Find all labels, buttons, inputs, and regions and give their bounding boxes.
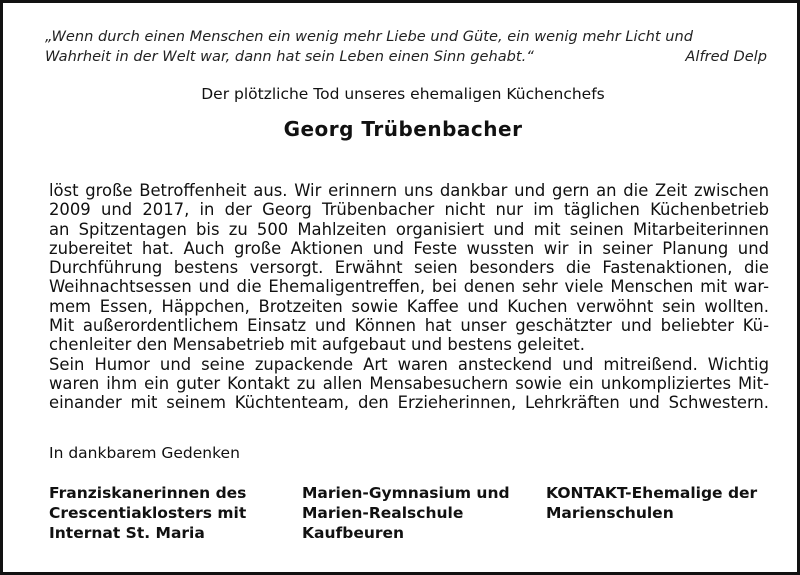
body-line: löst große Betroffenheit aus. Wir erinnern uns dankbar und gern an die Zeit zwischen: [49, 181, 769, 200]
quote-block: [45, 27, 767, 67]
body-line: an Spitzentagen bis zu 500 Mahlzeiten organisiert und mit seinen Mitarbeiterinnen: [49, 219, 769, 239]
signatory-line: Internat St. Maria: [49, 524, 205, 542]
body-line: chenleiter den Mensabetrieb mit aufgebaut und bestens geleitet.: [49, 335, 585, 355]
body-line: Mit außerordentlichem Einsatz und Können hat unser geschätzter und beliebter Kü-: [49, 316, 769, 336]
signatory-franziskanerinnen: [49, 483, 246, 543]
body-line: Durchführung bestens versorgt. Erwähnt seien besonders die Fastenaktionen, die: [49, 258, 769, 278]
signatory-line: Marien-Gymnasium und: [302, 484, 510, 502]
signatory-line: Kaufbeuren: [302, 524, 405, 542]
intro-line: Der plötzliche Tod unseres ehemaligen Küchenchefs: [201, 85, 605, 103]
body-line: Weihnachtsessen und die Ehemaligentreffen, bei denen sehr viele Menschen mit war-: [49, 277, 769, 297]
body-line: Sein Humor und seine zupackende Art waren ansteckend und mitreißend. Wichtig: [49, 354, 769, 374]
body-line: 2009 und 2017, in der Georg Trübenbacher nicht nur im täglichen Küchenbetrieb: [49, 200, 769, 220]
body-line: waren ihm ein guter Kontakt zu allen Mensabesuchern sowie ein unkompliziertes Mit-: [49, 373, 769, 393]
signatory-line: Crescentiaklosters mit: [49, 504, 247, 522]
deceased-name: Georg Trübenbacher: [283, 117, 523, 141]
quote-line-2: Wahrheit in der Welt war, dann hat sein Leben einen Sinn gehabt.“: [45, 48, 534, 65]
body-text: [49, 181, 769, 413]
signatory-kontakt: [546, 483, 757, 523]
quote-line-1: „Wenn durch einen Menschen ein wenig mehr Liebe und Güte, ein wenig mehr Licht und: [45, 28, 693, 45]
signatory-line: Marienschulen: [546, 504, 674, 522]
signatory-line: Marien-Realschule: [302, 504, 464, 522]
quote-author: Alfred Delp: [685, 48, 767, 65]
signatory-line: Franziskanerinnen des: [49, 484, 247, 502]
signatory-marien-gymnasium: [302, 483, 510, 543]
memoriam-line: In dankbarem Gedenken: [49, 444, 240, 462]
body-line: mem Essen, Häppchen, Brotzeiten sowie Kaffee und Kuchen verwöhnt sein wollten.: [49, 296, 769, 316]
body-line: einander mit seinem Küchtenteam, den Erzieherinnen, Lehrkräften und Schwestern.: [49, 393, 769, 413]
body-line: zubereitet hat. Auch große Aktionen und Feste wussten wir in seiner Planung und: [49, 238, 769, 258]
signatory-line: KONTAKT-Ehemalige der: [546, 484, 758, 502]
